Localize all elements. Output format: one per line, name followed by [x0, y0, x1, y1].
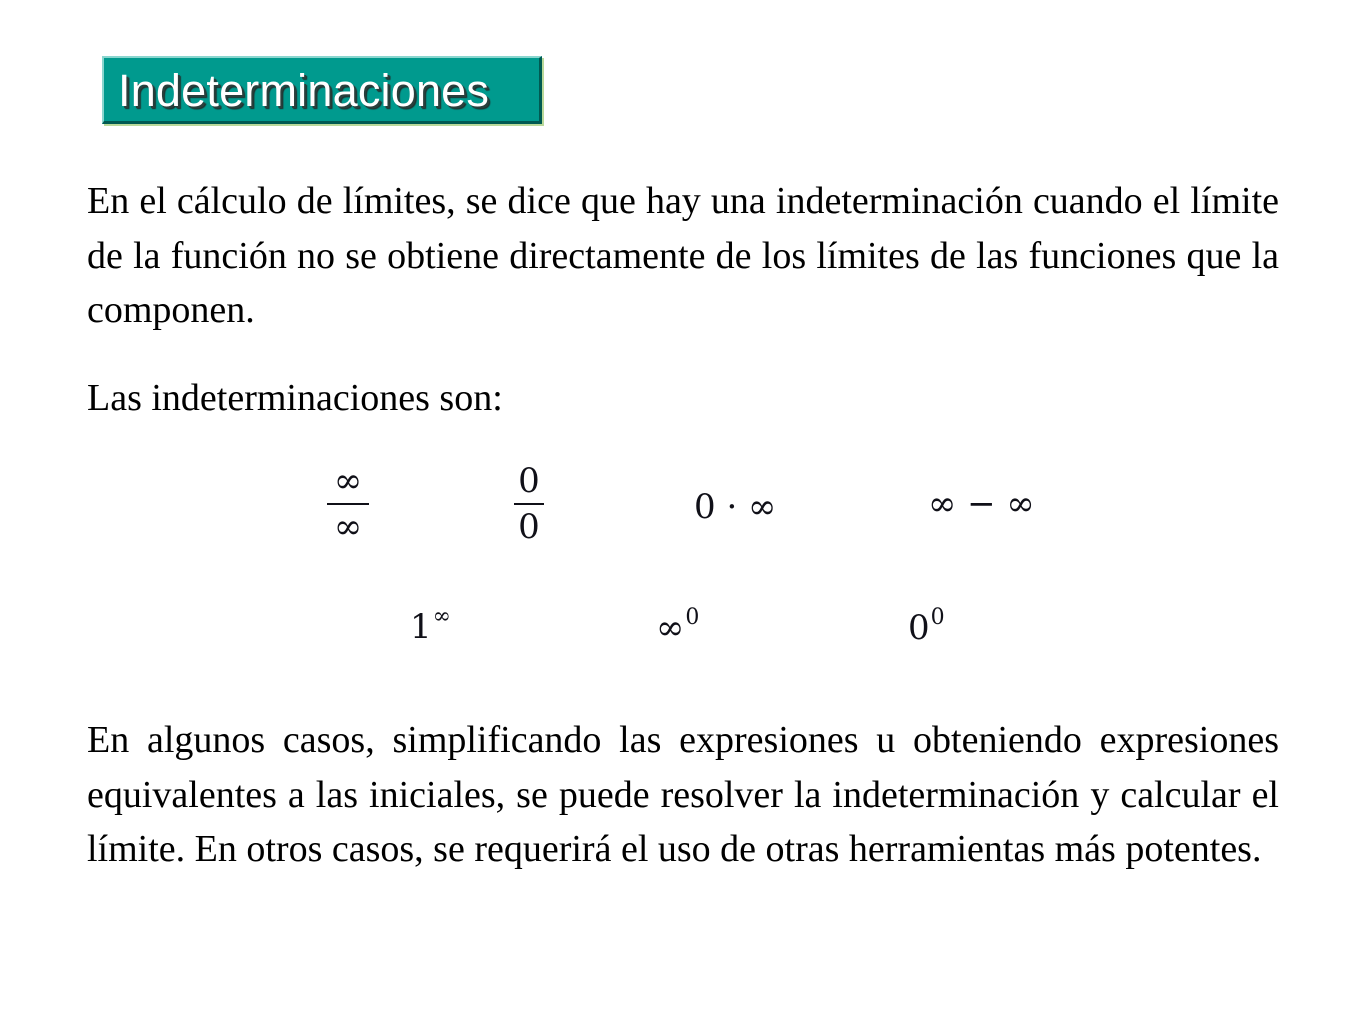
title-banner: [102, 56, 542, 124]
list-intro-text: Las indeterminaciones son:: [87, 377, 503, 419]
fraction-denominator: ∞: [333, 507, 363, 547]
power-base: 1: [410, 607, 432, 647]
intro-paragraph: En el cálculo de límites, se dice que hay una indeterminación cuando el límite de la función no se obtiene directamente de los límites de las funciones que la componen.: [87, 180, 1279, 331]
form-infinity-over-infinity: [327, 462, 369, 546]
power-exponent: 0: [930, 605, 945, 630]
form-infinity-minus-infinity: ∞ − ∞: [928, 484, 1035, 524]
form-zero-to-zero: [908, 605, 945, 648]
form-one-to-infinity: [410, 604, 451, 647]
fraction-numerator: 0: [518, 461, 540, 501]
power-base: ∞: [656, 608, 685, 648]
fraction-denominator: 0: [518, 507, 540, 547]
form-infinity-to-zero: [656, 605, 700, 648]
slide-title: Indeterminaciones: [118, 65, 490, 116]
power-exponent: ∞: [432, 604, 451, 629]
form-zero-times-infinity: 0 · ∞: [694, 487, 777, 527]
fraction-numerator: ∞: [333, 461, 363, 501]
conclusion-paragraph: En algunos casos, simplificando las expresiones u obteniendo expresiones equivalentes a las iniciales, se puede resolver la indeterminación y calcular el límite. En otros casos, se requerirá el uso de otras herramientas más potentes.: [87, 719, 1279, 870]
power-base: 0: [908, 608, 930, 648]
fraction-bar: [514, 503, 544, 505]
power-exponent: 0: [685, 605, 700, 630]
form-zero-over-zero: [514, 462, 544, 546]
fraction-bar: [327, 503, 369, 505]
